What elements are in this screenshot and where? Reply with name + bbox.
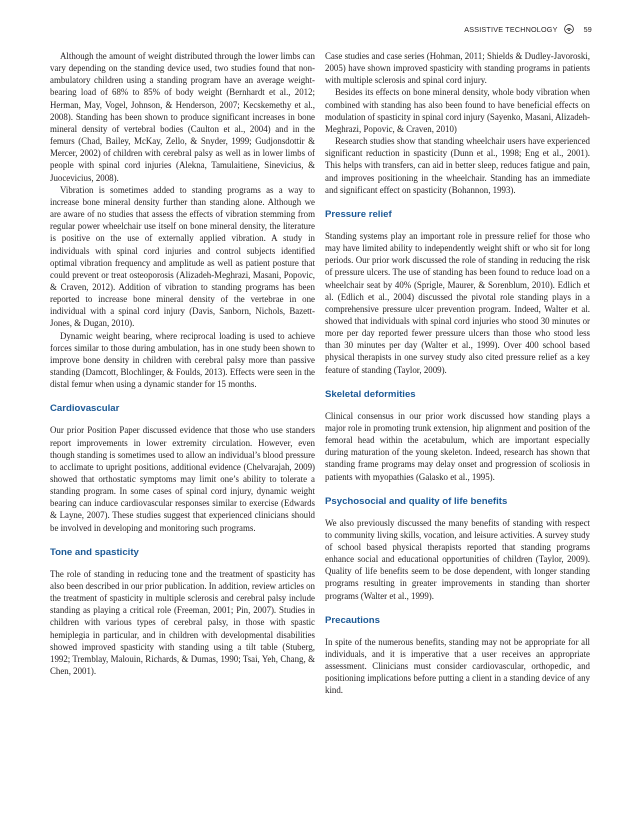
paragraph-vibration: Vibration is sometimes added to standing programs as a way to increase bone mineral density further than standing alone. Although we are aware of no studies that assess the effects of vibration stemming from regular power wheelchair use itself on bone mineral density, the literature is positive on the use of externally applied vibration. A study in individuals with spinal cord injuries and control subjects identified optimal vibration frequency and amplitude as well as patient posture that could prevent or treat osteoporosis (Alizadeh-Meghrazi, Masani, Popovic, & Craven, 2012). Addition of vibration to standing programs has been reported to increase bone mineral density of the vertebrae in one individual with a spinal cord injury (Davis, Sanborn, Nichols, Bazett-Jones, & Dugan, 2010). xyxy=(50,184,315,329)
left-column xyxy=(50,50,315,677)
page-number: 59 xyxy=(583,24,592,34)
paragraph-whole-body-vibration: Besides its effects on bone mineral density, whole body vibration when combined with standing has also been found to have beneficial effects on modulation of spasticity in spinal cord injury (Sayenko, Masani, Alizadeh-Meghrazi, Popovic, & Craven, 2010) xyxy=(325,87,590,134)
paragraph-case-studies: Case studies and case series (Hohman, 2011; Shields & Dudley-Javoroski, 2005) have shown improved spasticity with standing programs in patients with multiple sclerosis and spinal cord injury. xyxy=(325,51,590,86)
heading-tone-spasticity: Tone and spasticity xyxy=(50,546,139,558)
paragraph-precautions: In spite of the numerous benefits, standing may not be appropriate for all individuals, and it is imperative that a user receives an appropriate assessment. Clinicians must consider cardiovascular, orthopedic, and positioning implications before putting a client in a standing device of any kind. xyxy=(325,636,590,696)
journal-title: ASSISTIVE TECHNOLOGY xyxy=(464,24,558,34)
paragraph-skeletal-deformities: Clinical consensus in our prior work discussed how standing plays a major role in promoting trunk extension, hip alignment and position of the femoral head within the acetabulum, which are important especially during maturation of the young skeleton. Indeed, research has shown that standing frame programs may delay onset and progression of scoliosis in patients with myopathies (Galasko et al., 1995). xyxy=(325,410,590,482)
paragraph-pressure-relief: Standing systems play an important role in pressure relief for those who may have limited ability to independently weight shift or who sit for long periods. Our prior work discussed the role of standing in reducing the risk of pressure ulcers. The use of standing has been found to reduce load on a wheelchair seat by 40% (Sprigle, Maurer, & Sorenblum, 2010). Edlich et al. (Edlich et al., 2004) discussed the pivotal role standing plays in a comprehensive pressure ulcer prevention program. Indeed, Walter et al. showed that individuals with spinal cord injuries who stood 30 minutes or more per day reported fewer pressure ulcers than those who stood less than 30 minutes per day (Walter et al., 1999). Over 400 school based physical therapists in one survey study also cited pressure relief as a key feature of standing (Taylor, 2009). xyxy=(325,230,590,375)
paragraph-research-studies: Research studies show that standing wheelchair users have experienced significant reduction in spasticity (Dunn et al., 1998; Eng et al., 2001). This helps with transfers, can aid in better sleep, reduces fatigue and pain, and improves positioning in the wheelchair. Standing has an immediate and significant effect on spasticity (Bohannon, 1993). xyxy=(325,136,590,195)
heading-cardiovascular: Cardiovascular xyxy=(50,403,120,415)
journal-logo-icon xyxy=(564,24,574,34)
paragraph-dynamic-weight-bearing: Dynamic weight bearing, where reciprocal loading is used to achieve forces similar to those during ambulation, has in one study been shown to improve bone density in children with cerebral palsy more than passive standing (Damcott, Blochlinger, & Foulds, 2013). Effects were seen in the distal femur when using a dynamic stander for 15 months. xyxy=(50,330,315,390)
paragraph-tone-spasticity: The role of standing in reducing tone and the treatment of spasticity has also been described in our prior publication. In addition, review articles on the treatment of spasticity in multiple sclerosis and cerebral palsy include standing as playing a critical role (Freeman, 2001; Pin, 2007). Studies in children with various types of cerebral palsy, in those with spastic hemiplegia in particular, and in children with developmental disabilities showed improved spasticity with standing using a tilt table (Stuberg, 1992; Tremblay, Malouin, Richards, & Dumas, 1990; Tsai, Yeh, Chang, & Chen, 2001). xyxy=(50,568,315,677)
paragraph-psychosocial: We also previously discussed the many benefits of standing with respect to community living skills, vocation, and leisure activities. A survey study of school based physical therapists reported that standing programs enhance social and educational opportunities of children (Taylor, 2009). Quality of life benefits seem to be dose dependent, with longer standing programs resulting in greater improvements in standing than shorter programs (Walter et al., 1999). xyxy=(325,517,590,601)
running-header xyxy=(464,24,592,34)
heading-psychosocial: Psychosocial and quality of life benefits xyxy=(325,495,508,507)
paragraph-cardiovascular: Our prior Position Paper discussed evidence that those who use standers report improvements in lower extremity circulation. However, even though standing is sometimes used to allow an individual’s blood pressure to acclimate to upright positions, additional evidence (Chelvarajah, 2009) showed that orthostatic symptoms may limit one’s ability to tolerate a standing program. In some cases of spinal cord injury, dynamic weight bearing can induce cardiovascular responses similar to exercise (Edwards & Layne, 2007). These studies suggest that experienced clinicians should be involved in developing and monitoring such programs. xyxy=(50,425,315,533)
heading-precautions: Precautions xyxy=(325,614,380,626)
paragraph-weight-bearing: Although the amount of weight distributed through the lower limbs can vary depending on the standing device used, two studies found that non-ambulatory children using a standing program have an average weight-bearing load of 68% to 85% of body weight (Bernhardt et al., 2012; Herman, May, Vogel, Johnson, & Henderson, 2007; Kecskemethy et al., 2008). Standing has been shown to produce significant increases in bone mineral density of vertebral bodies (Caulton et al., 2004) and in the femurs (Chad, Bailey, McKay, Zello, & Snyder, 1999; Gudjonsdottir & Mercer, 2002) of children with cerebral palsy as well as in lower limbs of people with spinal cord injuries (Alekna, Tamulaitiene, Sinevicius, & Juocevicius, 2008). xyxy=(50,51,315,183)
heading-pressure-relief: Pressure relief xyxy=(325,208,392,220)
heading-skeletal-deformities: Skeletal deformities xyxy=(325,388,416,400)
right-column xyxy=(325,50,590,697)
